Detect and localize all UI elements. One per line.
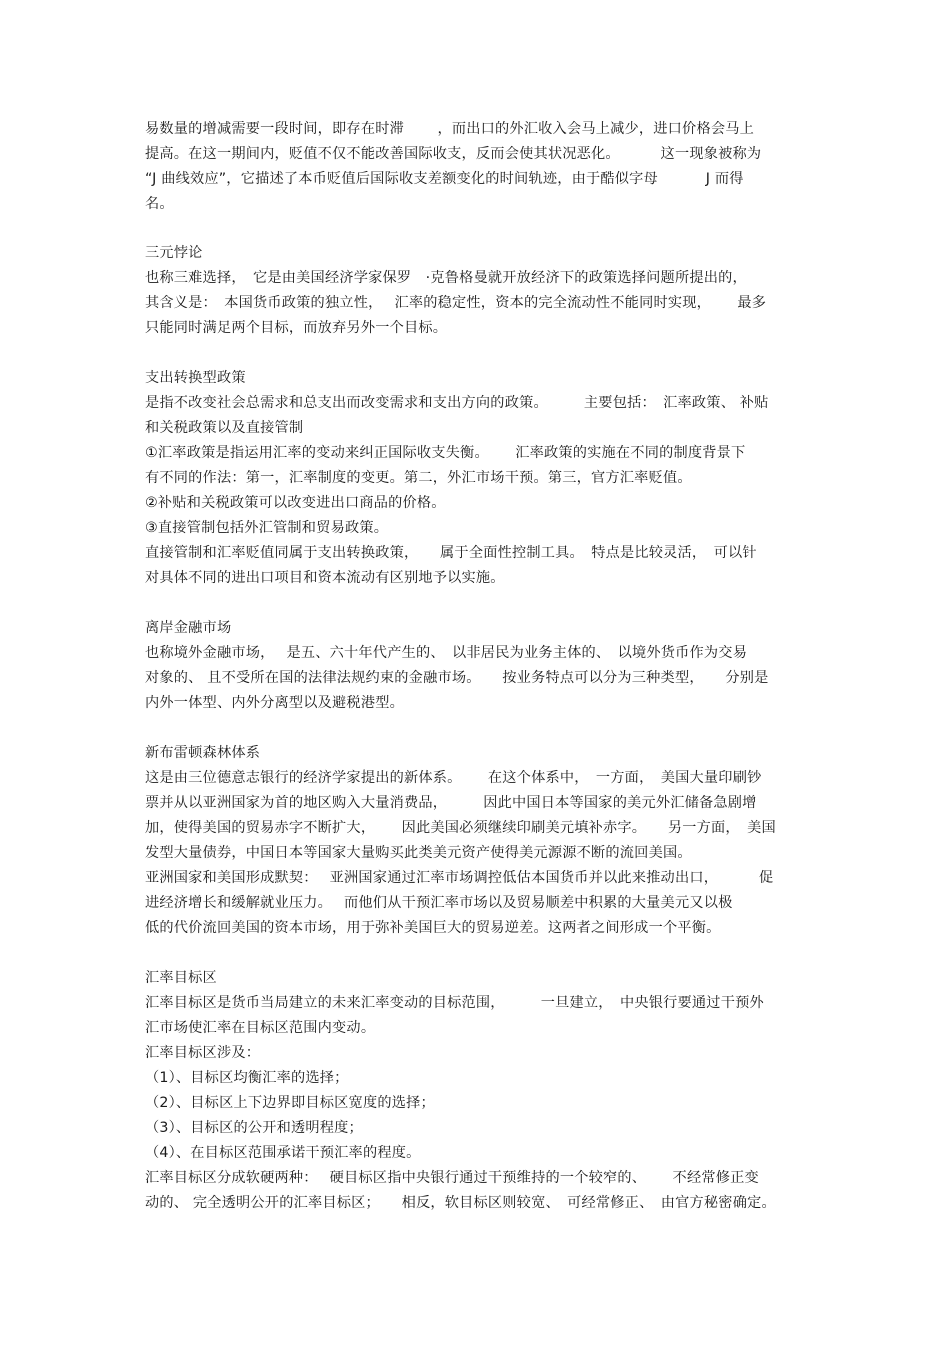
list-item: （2）、目标区上下边界即目标区宽度的选择； bbox=[145, 1095, 435, 1111]
paragraph-line: 是指不改变社会总需求和总支出而改变需求和支出方向的政策。 主要包括： 汇率政策、 补贴 bbox=[145, 395, 769, 411]
paragraph-line: 发型大量债券，中国日本等国家大量购买此类美元资产使得美元源源不断的流回美国。 bbox=[145, 845, 692, 861]
paragraph-line: “J 曲线效应”，它描述了本币贬值后国际收支差额变化的时间轨迹，由于酷似字母 J 而得 bbox=[145, 171, 744, 187]
list-item: （4）、在目标区范围承诺干预汇率的程度。 bbox=[145, 1145, 421, 1161]
paragraph-line: 这是由三位德意志银行的经济学家提出的新体系。 在这个体系中， 一方面， 美国大量印刷钞 bbox=[145, 770, 762, 786]
paragraph-line: 直接管制和汇率贬值同属于支出转换政策， 属于全面性控制工具。 特点是比较灵活， 可以针 bbox=[145, 545, 757, 561]
section-heading-target-zone: 汇率目标区 bbox=[145, 970, 217, 986]
paragraph-line: 汇率目标区是货币当局建立的未来汇率变动的目标范围， 一旦建立， 中央银行要通过干预外 bbox=[145, 995, 764, 1011]
paragraph-line: 低的代价流回美国的资本市场，用于弥补美国巨大的贸易逆差。这两者之间形成一个平衡。 bbox=[145, 920, 721, 936]
paragraph-line: 也称三难选择， 它是由美国经济学家保罗 ·克鲁格曼就开放经济下的政策选择问题所提出的， bbox=[145, 270, 747, 286]
paragraph-line: 汇率目标区涉及： bbox=[145, 1045, 261, 1061]
paragraph-line: ①汇率政策是指运用汇率的变动来纠正国际收支失衡。 汇率政策的实施在不同的制度背景下 bbox=[145, 445, 746, 461]
paragraph-line: 加，使得美国的贸易赤字不断扩大， 因此美国必须继续印刷美元填补赤字。 另一方面， 美国 bbox=[145, 820, 776, 836]
paragraph-line: 进经济增长和缓解就业压力。 而他们从干预汇率市场以及贸易顺差中积累的大量美元又以极 bbox=[145, 895, 733, 911]
paragraph-line: 和关税政策以及直接管制 bbox=[145, 420, 304, 436]
paragraph-line: ②补贴和关税政策可以改变进出口商品的价格。 bbox=[145, 495, 446, 511]
paragraph-line: 亚洲国家和美国形成默契： 亚洲国家通过汇率市场调控低估本国货币并以此来推动出口， 促 bbox=[145, 870, 774, 886]
paragraph-line: 对象的、 且不受所在国的法律法规约束的金融市场。 按业务特点可以分为三种类型， 分别是 bbox=[145, 670, 769, 686]
paragraph-line: 动的、 完全透明公开的汇率目标区； 相反，软目标区则较宽、 可经常修正、 由官方秘密确定。 bbox=[145, 1195, 776, 1211]
paragraph-line: 对具体不同的进出口项目和资本流动有区别地予以实施。 bbox=[145, 570, 505, 586]
paragraph-line: 名。 bbox=[145, 196, 174, 212]
section-heading-trilemma: 三元悖论 bbox=[145, 245, 203, 261]
paragraph-line: 也称境外金融市场， 是五、六十年代产生的、 以非居民为业务主体的、 以境外货币作为交易 bbox=[145, 645, 748, 661]
paragraph-line: 内外一体型、内外分离型以及避税港型。 bbox=[145, 695, 404, 711]
paragraph-line: 汇市场使汇率在目标区范围内变动。 bbox=[145, 1020, 376, 1036]
section-heading-expenditure-switching: 支出转换型政策 bbox=[145, 370, 246, 386]
paragraph-line: 票并从以亚洲国家为首的地区购入大量消费品， 因此中国日本等国家的美元外汇储备急剧增 bbox=[145, 795, 757, 811]
paragraph-line: 提高。在这一期间内，贬值不仅不能改善国际收支，反而会使其状况恶化。 这一现象被称为 bbox=[145, 146, 762, 162]
paragraph-line: 只能同时满足两个目标，而放弃另外一个目标。 bbox=[145, 320, 448, 336]
paragraph-line: 有不同的作法：第一，汇率制度的变更。第二，外汇市场干预。第三，官方汇率贬值。 bbox=[145, 470, 692, 486]
paragraph-line: 易数量的增减需要一段时间，即存在时滞 ，而出口的外汇收入会马上减少，进口价格会马上 bbox=[145, 121, 754, 137]
section-heading-offshore-market: 离岸金融市场 bbox=[145, 620, 232, 636]
list-item: （1）、目标区均衡汇率的选择； bbox=[145, 1070, 349, 1086]
section-heading-new-bretton-woods: 新布雷顿森林体系 bbox=[145, 745, 261, 761]
paragraph-line: 汇率目标区分成软硬两种： 硬目标区指中央银行通过干预维持的一个较窄的、 不经常修正变 bbox=[145, 1170, 759, 1186]
paragraph-line: ③直接管制包括外汇管制和贸易政策。 bbox=[145, 520, 389, 536]
paragraph-line: 其含义是： 本国货币政策的独立性， 汇率的稳定性，资本的完全流动性不能同时实现， 最多 bbox=[145, 295, 767, 311]
list-item: （3）、目标区的公开和透明程度； bbox=[145, 1120, 363, 1136]
